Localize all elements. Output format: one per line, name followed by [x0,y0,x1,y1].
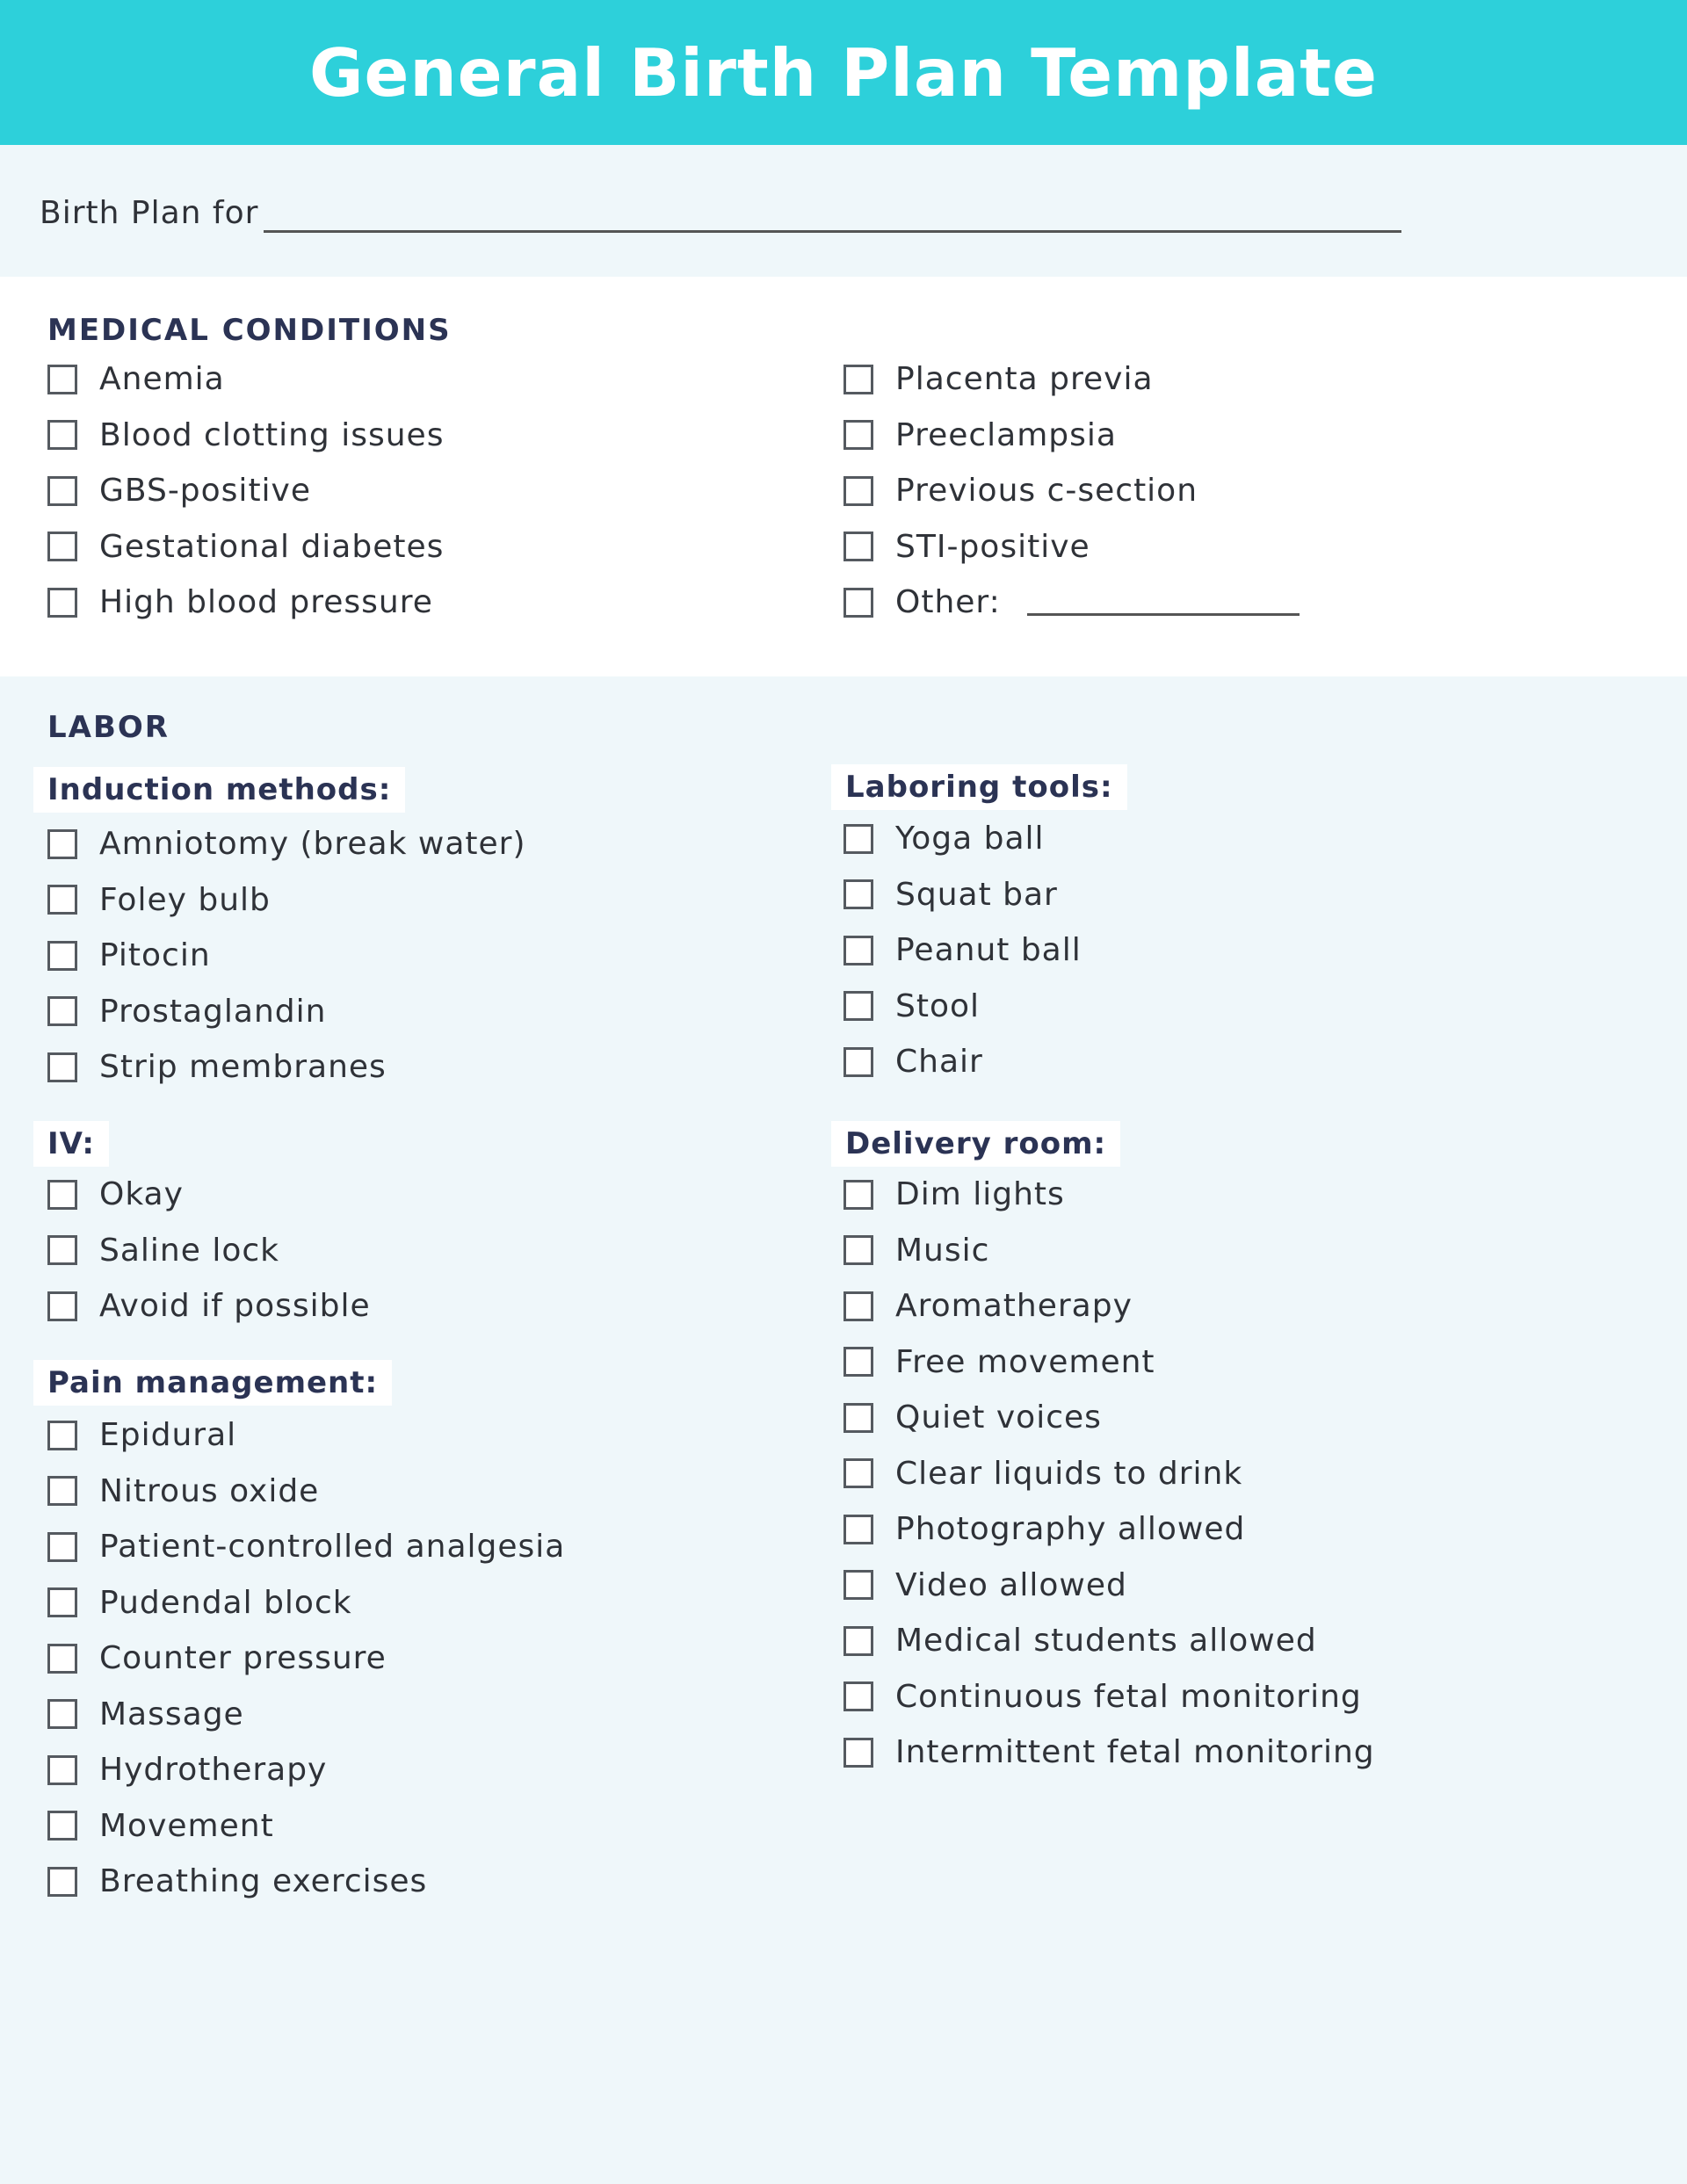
checklist-item-prostaglandin[interactable] [47,984,526,1040]
checklist-item-nitrous-oxide[interactable] [47,1464,565,1520]
checklist-item-label: Placenta previa [895,361,1154,398]
checklist-item-breathing-exercises[interactable] [47,1854,565,1910]
checklist-item-other[interactable] [844,575,1300,631]
checklist-item-continuous-fetal-monitoring[interactable] [844,1669,1375,1725]
checklist-item-high-blood-pressure[interactable] [47,575,444,631]
checklist-item-label: Okay [99,1176,184,1213]
checklist-item-aromatherapy[interactable] [844,1278,1375,1334]
checkbox[interactable] [844,1403,873,1433]
checklist-item-label: Pudendal block [99,1584,352,1621]
checkbox[interactable] [47,1811,77,1840]
checklist-item-hydrotherapy[interactable] [47,1742,565,1798]
medical-right-list [844,351,1300,631]
checkbox[interactable] [47,1235,77,1265]
checkbox[interactable] [47,420,77,450]
checklist-item-patient-controlled-analgesia[interactable] [47,1519,565,1575]
header-banner [0,0,1687,145]
checklist-item-music[interactable] [844,1223,1375,1279]
checklist-item-label: Continuous fetal monitoring [895,1678,1362,1715]
delivery-room-list [844,1167,1375,1781]
checkbox[interactable] [47,829,77,859]
checkbox[interactable] [47,1421,77,1450]
checklist-item-label: Peanut ball [895,932,1082,969]
checkbox[interactable] [844,588,873,618]
checklist-item-label: Breathing exercises [99,1863,428,1900]
checkbox[interactable] [47,476,77,506]
checklist-item-peanut-ball[interactable] [844,922,1082,979]
iv-list [47,1167,371,1334]
checkbox[interactable] [844,1458,873,1488]
checklist-item-free-movement[interactable] [844,1334,1375,1391]
checklist-item-quiet-voices[interactable] [844,1390,1375,1446]
checklist-item-anemia[interactable] [47,351,444,408]
checkbox[interactable] [47,885,77,915]
checkbox[interactable] [844,879,873,909]
checklist-item-blood-clotting-issues[interactable] [47,408,444,464]
checkbox[interactable] [47,1180,77,1210]
checklist-item-yoga-ball[interactable] [844,811,1082,867]
checklist-item-label: Amniotomy (break water) [99,826,526,863]
checklist-item-label: Other: [895,584,1001,621]
checklist-item-sti-positive[interactable] [844,519,1300,575]
checklist-item-label: Intermittent fetal monitoring [895,1734,1375,1771]
checkbox[interactable] [844,532,873,561]
checkbox[interactable] [47,1532,77,1562]
checklist-item-chair[interactable] [844,1034,1082,1090]
checklist-item-label: Anemia [99,361,225,398]
checkbox[interactable] [47,365,77,394]
birth-plan-for-label: Birth Plan for [40,195,259,231]
checklist-item-label: High blood pressure [99,584,433,621]
laboring-tools-heading: Laboring tools: [831,764,1127,810]
checkbox[interactable] [47,941,77,971]
checkbox[interactable] [844,936,873,965]
checklist-item-label: Video allowed [895,1566,1127,1603]
medical-left-list [47,351,444,631]
checklist-item-label: Free movement [895,1343,1155,1380]
checkbox[interactable] [844,1347,873,1377]
checklist-item-label: Dim lights [895,1176,1065,1213]
labor-title: LABOR [47,710,170,745]
checkbox[interactable] [844,824,873,854]
laboring-tools-list [844,811,1082,1090]
checklist-item-label: Patient-controlled analgesia [99,1529,566,1566]
checklist-item-epidural[interactable] [47,1407,565,1464]
checklist-item-label: Hydrotherapy [99,1752,328,1789]
checklist-item-label: Gestational diabetes [99,528,445,565]
checklist-item-avoid-if-possible[interactable] [47,1278,371,1334]
checkbox[interactable] [47,1699,77,1729]
checklist-item-label: Foley bulb [99,881,271,918]
pain-management-heading: Pain management: [33,1360,392,1406]
pain-management-list [47,1407,565,1910]
other-write-in-field[interactable] [1027,613,1300,616]
checklist-item-massage[interactable] [47,1687,565,1743]
checklist-item-label: Nitrous oxide [99,1472,320,1509]
checklist-item-label: Movement [99,1807,274,1844]
checkbox[interactable] [47,1291,77,1321]
checklist-item-clear-liquids-to-drink[interactable] [844,1446,1375,1502]
checklist-item-label: Counter pressure [99,1640,387,1677]
checklist-item-stool[interactable] [844,979,1082,1035]
checkbox[interactable] [844,1570,873,1600]
checklist-item-label: Chair [895,1044,983,1081]
checklist-item-label: Quiet voices [895,1399,1102,1436]
checklist-item-medical-students-allowed[interactable] [844,1613,1375,1669]
checklist-item-gbs-positive[interactable] [47,463,444,519]
checkbox[interactable] [844,1681,873,1711]
checklist-item-dim-lights[interactable] [844,1167,1375,1223]
delivery-room-heading: Delivery room: [831,1121,1120,1167]
checklist-item-label: Medical students allowed [895,1623,1317,1660]
checklist-item-squat-bar[interactable] [844,867,1082,923]
checkbox[interactable] [47,1644,77,1674]
induction-methods-heading: Induction methods: [33,767,405,813]
checkbox[interactable] [844,1047,873,1077]
checklist-item-saline-lock[interactable] [47,1223,371,1279]
checkbox[interactable] [844,365,873,394]
checklist-item-counter-pressure[interactable] [47,1631,565,1687]
checkbox[interactable] [47,1587,77,1617]
checkbox[interactable] [844,420,873,450]
checklist-item-label: Massage [99,1696,244,1732]
checkbox[interactable] [844,1291,873,1321]
checklist-item-video-allowed[interactable] [844,1558,1375,1614]
checklist-item-photography-allowed[interactable] [844,1501,1375,1558]
checkbox[interactable] [844,476,873,506]
checklist-item-label: GBS-positive [99,473,312,510]
checkbox[interactable] [844,1738,873,1768]
checkbox[interactable] [47,532,77,561]
checklist-item-label: Stool [895,987,981,1024]
checklist-item-label: Clear liquids to drink [895,1455,1243,1492]
checkbox[interactable] [47,1867,77,1897]
checklist-item-label: Previous c-section [895,473,1198,510]
checklist-item-label: Yoga ball [895,821,1045,857]
checklist-item-movement[interactable] [47,1798,565,1855]
checklist-item-label: Music [895,1232,990,1269]
induction-methods-list [47,816,526,1096]
checklist-item-previous-c-section[interactable] [844,463,1300,519]
checklist-item-label: Squat bar [895,876,1058,913]
checkbox[interactable] [47,1476,77,1506]
medical-conditions-title: MEDICAL CONDITIONS [47,313,452,348]
checklist-item-label: Prostaglandin [99,993,327,1030]
checklist-item-preeclampsia[interactable] [844,408,1300,464]
checklist-item-label: Avoid if possible [99,1288,371,1325]
iv-heading: IV: [33,1121,109,1167]
checkbox[interactable] [844,1626,873,1656]
checklist-item-gestational-diabetes[interactable] [47,519,444,575]
checklist-item-label: Strip membranes [99,1049,387,1086]
checklist-item-okay[interactable] [47,1167,371,1223]
checkbox[interactable] [47,588,77,618]
checkbox[interactable] [844,1515,873,1544]
checkbox[interactable] [844,991,873,1021]
checkbox[interactable] [47,996,77,1026]
checklist-item-label: STI-positive [895,528,1090,565]
checklist-item-label: Photography allowed [895,1511,1246,1548]
checkbox[interactable] [47,1052,77,1082]
checkbox[interactable] [47,1755,77,1785]
birth-plan-for-field[interactable] [264,230,1401,233]
checklist-item-label: Preeclampsia [895,416,1117,453]
checklist-item-foley-bulb[interactable] [47,872,526,929]
checklist-item-label: Saline lock [99,1232,279,1269]
checklist-item-label: Blood clotting issues [99,416,445,453]
checklist-item-label: Aromatherapy [895,1288,1133,1325]
checklist-item-label: Pitocin [99,937,211,974]
checklist-item-placenta-previa[interactable] [844,351,1300,408]
checkbox[interactable] [844,1180,873,1210]
checklist-item-pitocin[interactable] [47,928,526,984]
checklist-item-intermittent-fetal-monitoring[interactable] [844,1725,1375,1781]
checklist-item-amniotomy-break-water[interactable] [47,816,526,872]
checklist-item-pudendal-block[interactable] [47,1575,565,1631]
checklist-item-label: Epidural [99,1417,237,1454]
page-title: General Birth Plan Template [308,33,1379,112]
checklist-item-strip-membranes[interactable] [47,1039,526,1096]
checkbox[interactable] [844,1235,873,1265]
